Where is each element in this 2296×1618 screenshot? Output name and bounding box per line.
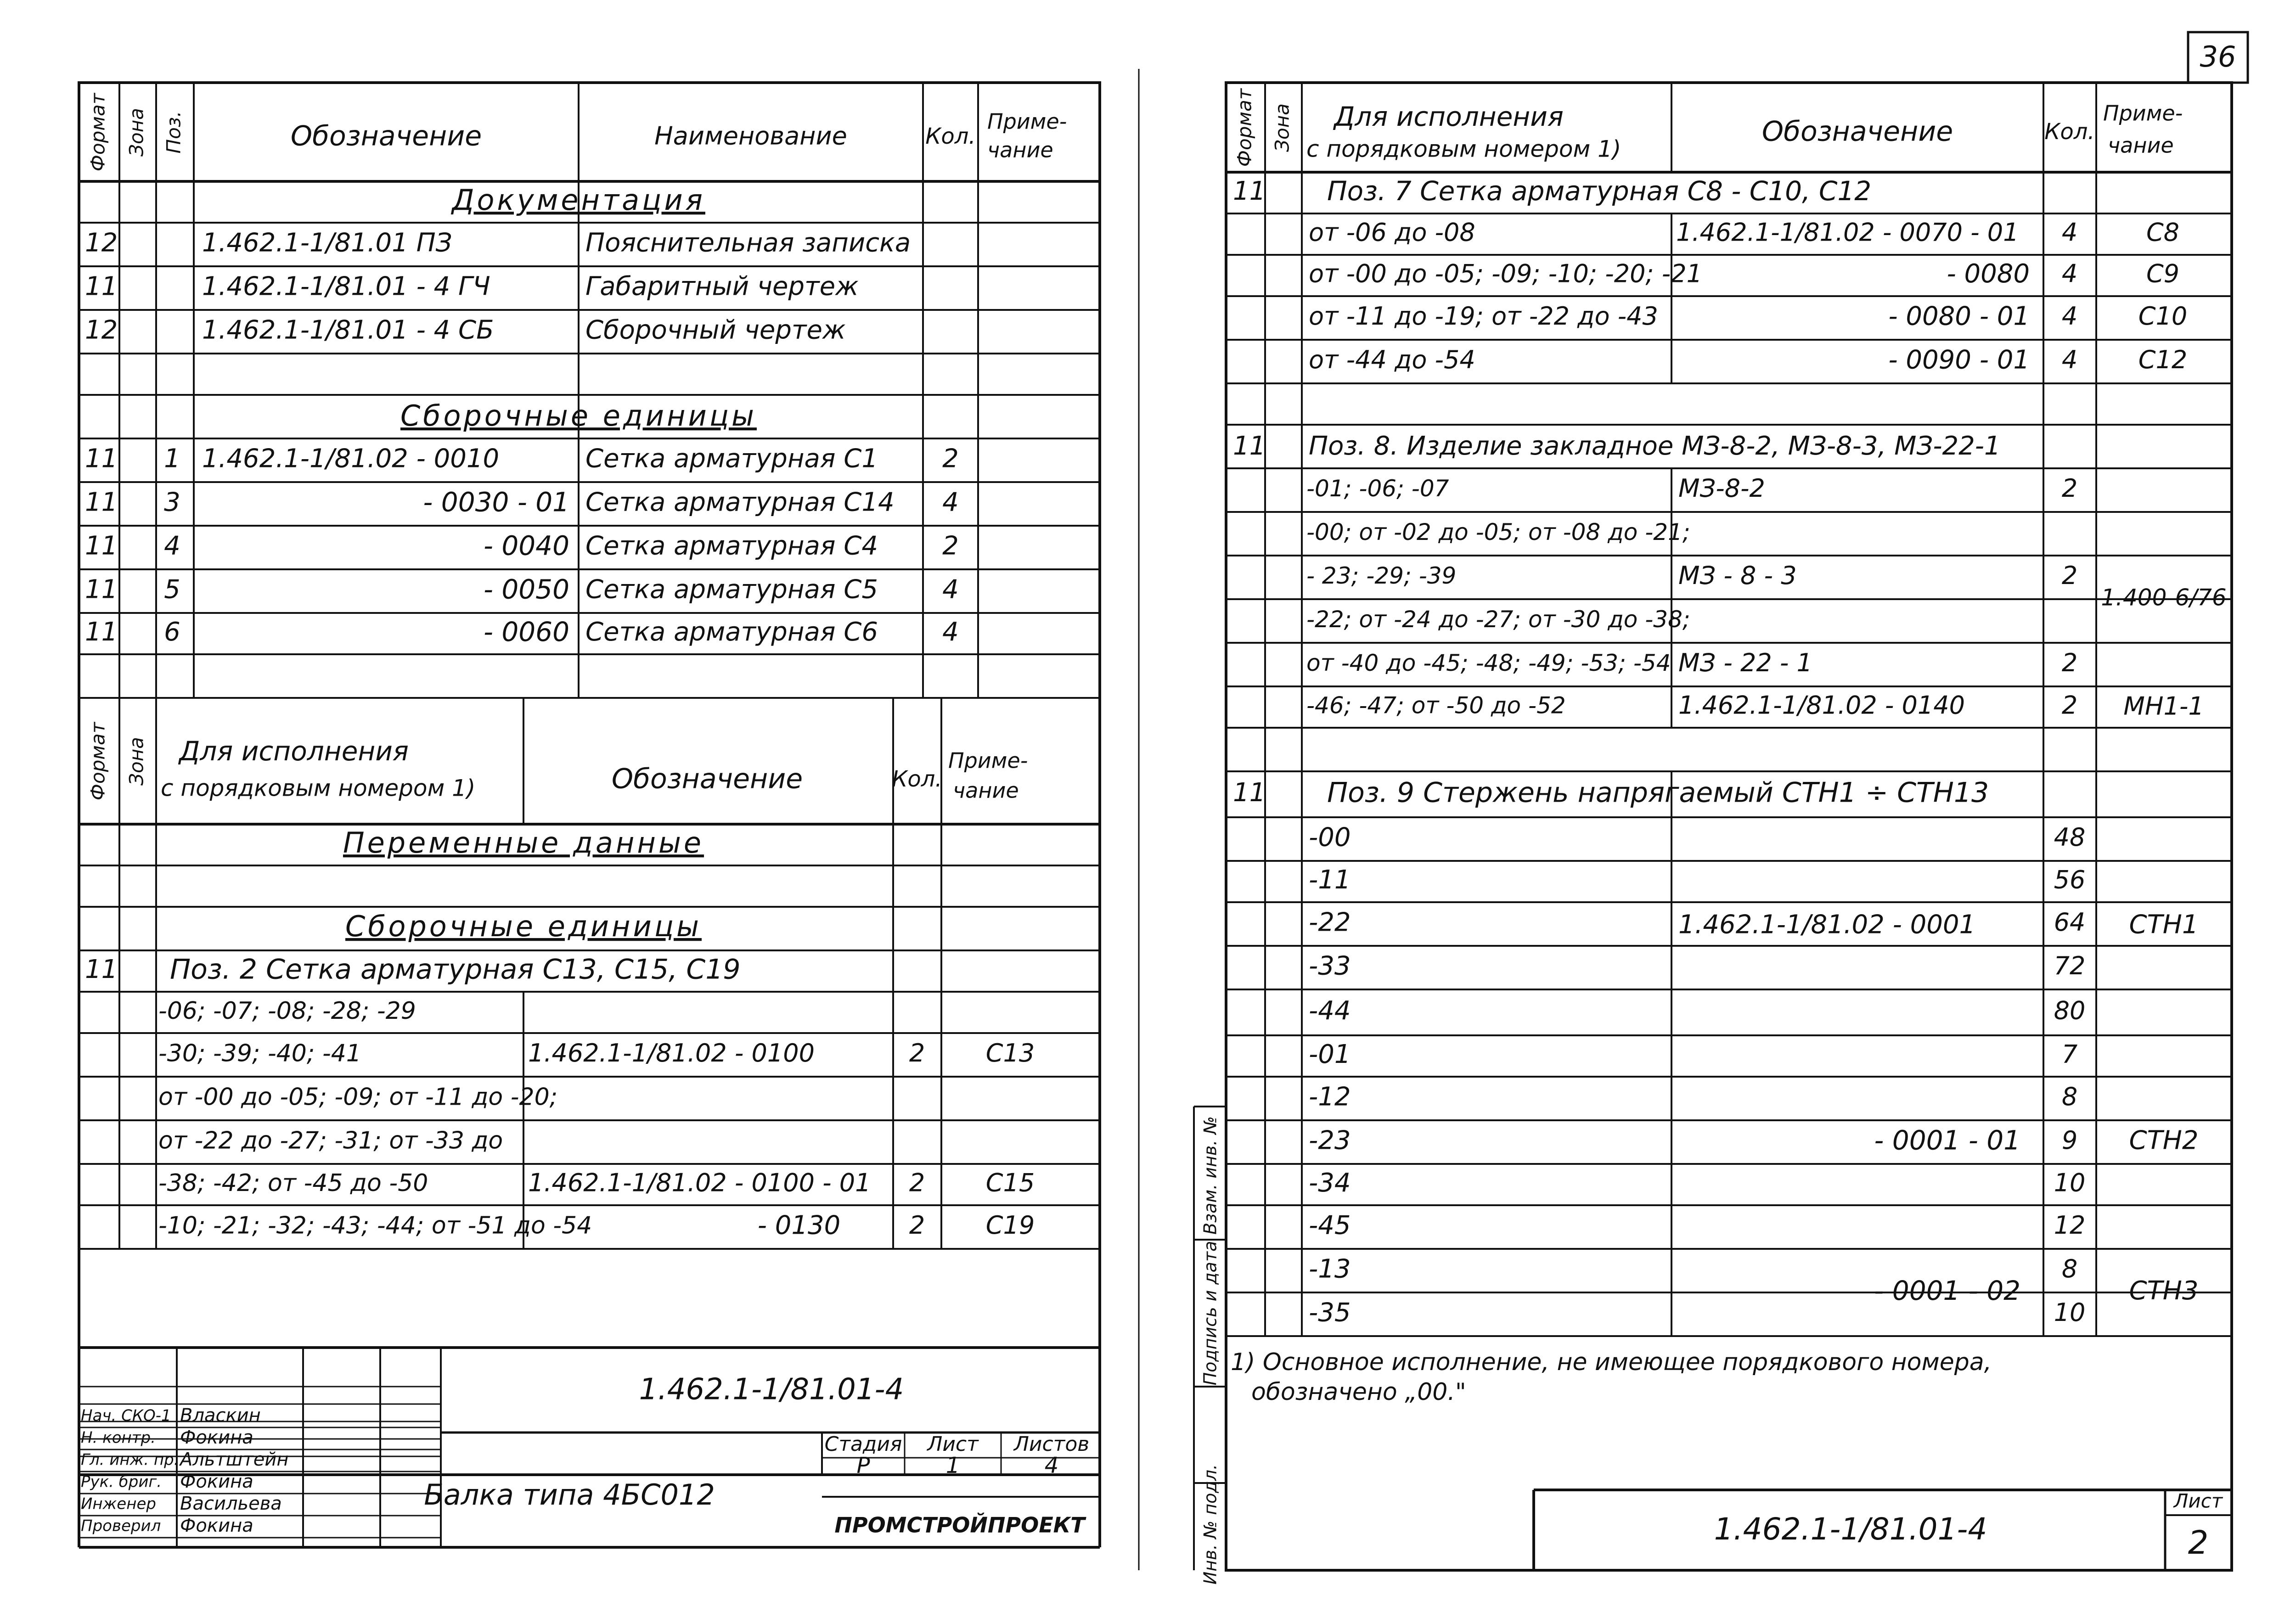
staff-name: Фокина: [180, 1515, 253, 1536]
row-format: 11: [85, 444, 118, 474]
row-qty: 4: [2061, 302, 2078, 331]
row-qty: 9: [2061, 1126, 2078, 1155]
row-designation: 1.462.1-1/81.02 - 0070 - 01: [1676, 218, 2019, 247]
row-designation: - 0050: [484, 573, 569, 605]
row-format: 11: [85, 487, 118, 517]
col-note-header: Приме-: [948, 748, 1028, 773]
row-designation: - 0040: [484, 530, 569, 562]
row-qty: 12: [2054, 1211, 2086, 1240]
row-qty: 48: [2054, 823, 2086, 852]
staff-role: Гл. инж. пр.: [81, 1450, 179, 1469]
group-note: СТН1: [2129, 910, 2199, 940]
side-strip-label: Подпись и дата: [1200, 1241, 1221, 1386]
col-format-header: Формат: [86, 722, 109, 801]
col-note-header: чание: [953, 778, 1019, 803]
row-name: Сетка арматурная С5: [585, 574, 878, 605]
row-execution: -06; -07; -08; -28; -29: [158, 997, 416, 1025]
row-qty: 2: [2061, 648, 2078, 678]
row-format: 11: [85, 574, 118, 605]
col-note-header: чание: [987, 137, 1053, 163]
row-qty: 4: [2061, 218, 2078, 247]
row-qty: 80: [2054, 996, 2086, 1025]
row-qty: 2: [942, 531, 959, 561]
row-qty: 4: [2061, 345, 2078, 375]
row-format: 11: [1233, 778, 1266, 808]
row-execution: от -00 до -05; -09; от -11 до -20;: [158, 1083, 558, 1111]
row-execution: -33: [1309, 951, 1351, 981]
col-note-header: Приме-: [2103, 101, 2183, 126]
staff-role: Инженер: [81, 1494, 156, 1513]
sheet-header: Лист: [927, 1433, 979, 1456]
row-execution: от -06 до -08: [1309, 218, 1475, 247]
stage-header: Стадия: [824, 1433, 902, 1456]
staff-name: Васильева: [180, 1493, 282, 1514]
staff-role: Нач. СКО-1: [81, 1406, 171, 1425]
row-designation: - 0080 - 01: [1888, 301, 2030, 331]
row-designation: 1.462.1-1/81.02 - 0010: [202, 444, 500, 474]
group-note: СТН2: [2129, 1125, 2199, 1156]
row-name: Сетка арматурная С4: [585, 531, 878, 561]
row-qty: 2: [909, 1211, 925, 1240]
staff-name: Альтштейн: [180, 1449, 289, 1470]
row-qty: 4: [942, 574, 959, 605]
row-note: С10: [2138, 302, 2188, 331]
row-qty: 4: [942, 617, 959, 647]
group-note: СТН3: [2129, 1276, 2199, 1306]
row-execution: -01; -06; -07: [1306, 475, 1449, 502]
col-format-header: Формат: [86, 93, 109, 172]
col-name-header: Наименование: [654, 121, 847, 151]
row-qty: 8: [2061, 1254, 2078, 1284]
row-designation: - 0080: [1947, 259, 2030, 289]
row-qty: 10: [2054, 1168, 2086, 1197]
row-execution: -11: [1309, 865, 1351, 895]
row-format: 11: [1233, 176, 1266, 207]
row-designation: - 0030 - 01: [423, 486, 569, 518]
row-execution: -13: [1309, 1254, 1351, 1284]
row-format: 11: [85, 955, 118, 985]
row-designation: 1.462.1-1/81.01 - 4 ГЧ: [202, 271, 490, 302]
row-note: МН1-1: [2123, 691, 2204, 721]
row-designation: 1.462.1-1/81.02 - 0100: [528, 1039, 815, 1068]
side-strip-label: Взам. инв. №: [1200, 1116, 1221, 1235]
row-designation: - 0060: [484, 616, 569, 648]
col-note-header: чание: [2108, 133, 2174, 158]
row-designation: - 0130: [757, 1210, 841, 1241]
row-execution: -23: [1309, 1125, 1351, 1156]
pos8-note-group: 1.400-6/76: [2101, 584, 2227, 611]
row-execution: от -22 до -27; -31; от -33 до: [158, 1127, 503, 1155]
staff-name: Фокина: [180, 1471, 253, 1492]
section-documentation-title: Документация: [452, 183, 705, 217]
row-execution: -10; -21; -32; -43; -44; от -51 до -54: [158, 1212, 592, 1240]
row-name: Сетка арматурная С6: [585, 617, 878, 647]
row-designation: МЗ - 22 - 1: [1678, 648, 1812, 678]
organization-name: ПРОМСТРОЙПРОЕКТ: [834, 1512, 1085, 1538]
title-block-code: 1.462.1-1/81.01-4: [639, 1372, 904, 1407]
row-name: Сборочный чертеж: [585, 315, 846, 345]
row-designation: - 0090 - 01: [1888, 345, 2030, 375]
row-note: С19: [985, 1211, 1035, 1240]
row-note: С9: [2146, 259, 2180, 288]
col-qty-header: Кол.: [2044, 119, 2095, 145]
stamp-sheet-value: 2: [2188, 1524, 2209, 1562]
row-designation: МЗ - 8 - 3: [1678, 561, 1797, 590]
row-execution: -38; -42; от -45 до -50: [158, 1169, 428, 1197]
col-pos-header: Поз.: [162, 111, 185, 154]
row-execution: -22: [1309, 907, 1351, 938]
col-exec-header: Для исполнения: [179, 736, 409, 767]
row-name: Пояснительная записка: [585, 228, 911, 258]
row-qty: 8: [2061, 1082, 2078, 1112]
col-exec-header: Для исполнения: [1334, 101, 1564, 133]
row-qty: 2: [942, 444, 959, 474]
row-qty: 2: [2061, 561, 2078, 590]
stamp-sheet-header: Лист: [2173, 1489, 2223, 1512]
staff-name: Власкин: [180, 1405, 261, 1426]
row-execution: -45: [1309, 1210, 1351, 1241]
row-execution: -30; -39; -40; -41: [158, 1039, 361, 1067]
row-qty: 4: [2061, 259, 2078, 288]
col-format-header: Формат: [1233, 88, 1256, 167]
col-zone-header: Зона: [125, 108, 148, 157]
row-pos: 3: [164, 487, 180, 517]
row-format: 12: [85, 315, 118, 345]
row-pos: 4: [164, 531, 180, 561]
col-designation-header: Обозначение: [1761, 115, 1953, 148]
staff-name: Фокина: [180, 1427, 253, 1448]
sheet-value: 1: [945, 1453, 960, 1478]
row-note: С15: [985, 1168, 1035, 1197]
row-designation: 1.462.1-1/81.02 - 0100 - 01: [528, 1168, 871, 1197]
col-designation-header: Обозначение: [290, 120, 482, 152]
row-name: Сетка арматурная С1: [585, 444, 878, 474]
row-qty: 2: [909, 1039, 925, 1068]
sheet-number: 36: [2200, 40, 2236, 74]
row-execution: от -40 до -45; -48; -49; -53; -54: [1306, 650, 1671, 676]
row-note: С8: [2146, 218, 2180, 247]
pos2-title: Поз. 2 Сетка арматурная С13, С15, С19: [170, 953, 741, 986]
row-designation: 1.462.1-1/81.02 - 0140: [1678, 691, 1965, 720]
stamp-code: 1.462.1-1/81.01-4: [1714, 1511, 1987, 1547]
section-variable-data-title: Переменные данные: [343, 826, 704, 860]
row-name: Габаритный чертеж: [585, 271, 859, 302]
section-assembly-title: Сборочные единицы: [400, 399, 757, 433]
row-execution: -44: [1309, 996, 1351, 1026]
row-name: Сетка арматурная С14: [585, 487, 895, 517]
row-format: 11: [85, 531, 118, 561]
sheets-value: 4: [1044, 1453, 1059, 1478]
row-pos: 6: [164, 617, 180, 647]
row-execution: -00: [1309, 822, 1351, 853]
row-execution: -46; -47; от -50 до -52: [1306, 692, 1566, 719]
staff-role: Н. контр.: [81, 1428, 156, 1447]
row-execution: -12: [1309, 1082, 1351, 1112]
group-designation: - 0001 - 01: [1874, 1124, 2020, 1156]
row-execution: от -44 до -54: [1309, 345, 1475, 375]
row-execution: -00; от -02 до -05; от -08 до -21;: [1306, 519, 1690, 545]
col-exec-header: с порядковым номером 1): [161, 775, 476, 802]
col-qty-header: Кол.: [892, 766, 942, 792]
row-pos: 1: [164, 444, 180, 474]
col-designation-header: Обозначение: [611, 763, 803, 795]
col-qty-header: Кол.: [925, 124, 976, 149]
row-designation: 1.462.1-1/81.01 - 4 СБ: [202, 315, 494, 345]
col-exec-header: с порядковым номером 1): [1306, 135, 1621, 163]
row-format: 11: [85, 617, 118, 647]
row-designation: 1.462.1-1/81.01 ПЗ: [202, 228, 452, 258]
side-strip-label: Инв. № подл.: [1200, 1464, 1221, 1585]
col-zone-header: Зона: [1271, 103, 1294, 152]
row-execution: от -11 до -19; от -22 до -43: [1309, 302, 1658, 331]
sheets-header: Листов: [1013, 1433, 1090, 1456]
pos9-title: Поз. 9 Стержень напрягаемый СТН1 ÷ СТН13: [1327, 776, 1989, 809]
row-note: С12: [2138, 345, 2188, 375]
row-execution: -22; от -24 до -27; от -30 до -38;: [1306, 606, 1690, 633]
row-execution: -01: [1309, 1039, 1351, 1070]
row-execution: - 23; -29; -39: [1306, 562, 1457, 589]
row-execution: -35: [1309, 1298, 1351, 1328]
staff-role: Рук. бриг.: [81, 1472, 162, 1491]
row-designation: МЗ-8-2: [1678, 474, 1765, 503]
row-qty: 10: [2054, 1298, 2086, 1327]
group-designation: - 0001 - 02: [1874, 1275, 2020, 1307]
row-qty: 2: [2061, 691, 2078, 720]
row-format: 12: [85, 228, 118, 258]
row-qty: 72: [2054, 951, 2086, 981]
row-qty: 4: [942, 487, 959, 517]
section-assembly-title: Сборочные единицы: [345, 910, 702, 944]
row-qty: 56: [2054, 865, 2086, 894]
staff-role: Проверил: [81, 1517, 161, 1535]
row-format: 11: [1233, 431, 1266, 461]
pos7-title: Поз. 7 Сетка арматурная С8 - С10, С12: [1327, 175, 1872, 207]
title-block-title: Балка типа 4БС012: [424, 1478, 715, 1512]
col-note-header: Приме-: [987, 109, 1067, 134]
group-designation: 1.462.1-1/81.02 - 0001: [1678, 910, 1976, 940]
row-qty: 64: [2054, 908, 2086, 937]
pos8-title: Поз. 8. Изделие закладное МЗ-8-2, МЗ-8-3, МЗ-22-1: [1309, 431, 2001, 461]
row-qty: 2: [909, 1168, 925, 1197]
row-execution: от -00 до -05; -09; -10; -20; -21: [1309, 259, 1702, 288]
row-qty: 2: [2061, 474, 2078, 503]
row-qty: 7: [2061, 1039, 2078, 1069]
stage-value: Р: [856, 1453, 870, 1478]
footnote-line: обозначено „00.": [1251, 1378, 1466, 1406]
row-execution: -34: [1309, 1168, 1351, 1198]
row-note: С13: [985, 1039, 1035, 1068]
row-pos: 5: [164, 574, 180, 605]
col-zone-header: Зона: [125, 737, 148, 786]
footnote-line: 1) Основное исполнение, не имеющее порядкового номера,: [1231, 1348, 1992, 1376]
row-format: 11: [85, 271, 118, 302]
